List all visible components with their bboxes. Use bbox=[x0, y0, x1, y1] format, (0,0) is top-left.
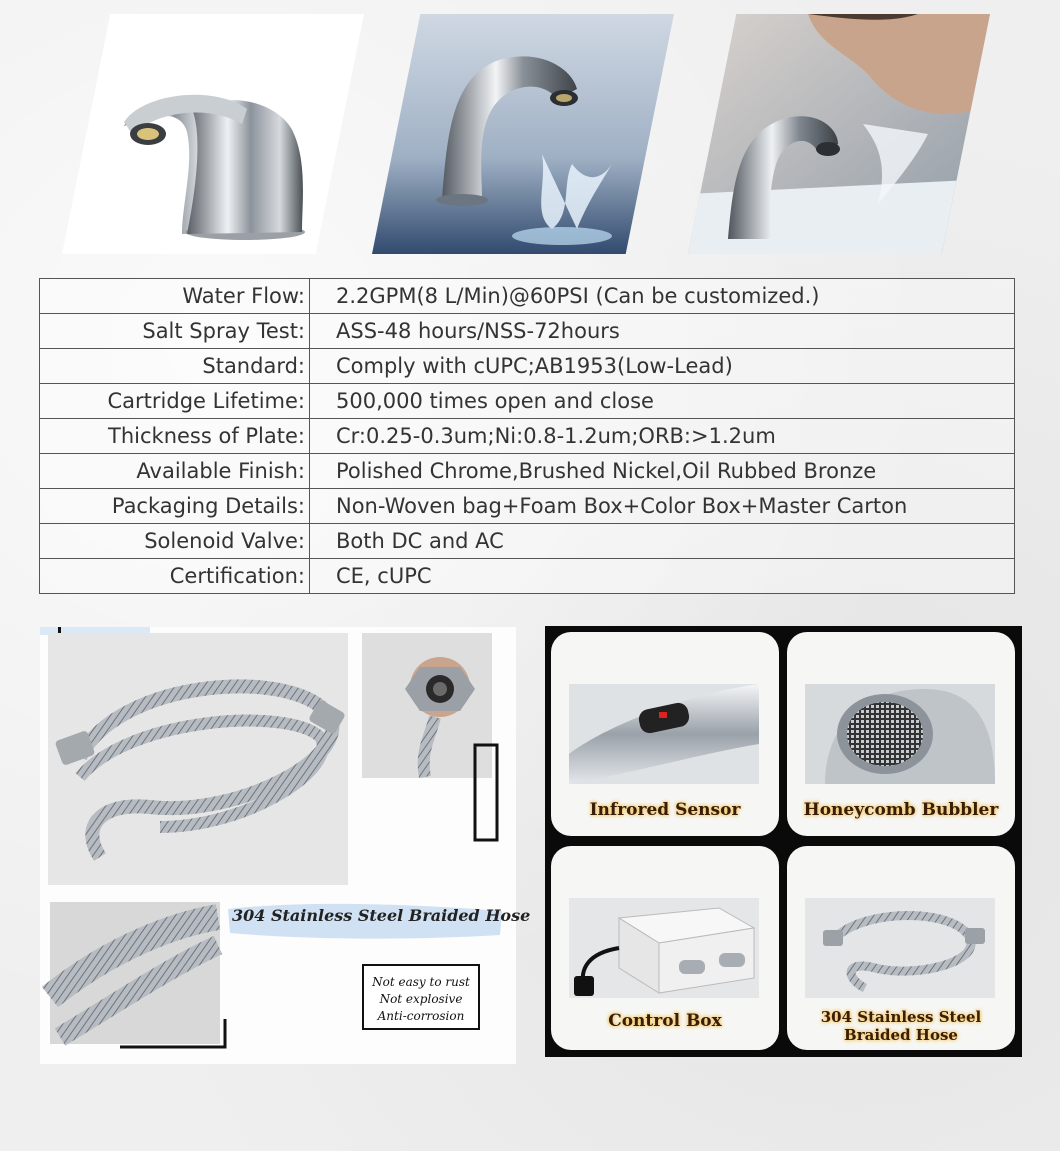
feature-label: Infrored Sensor bbox=[589, 800, 741, 820]
note-line: Not explosive bbox=[379, 992, 463, 1006]
spec-key: Salt Spray Test: bbox=[40, 314, 310, 349]
spec-value: Both DC and AC bbox=[310, 524, 1015, 559]
spec-key: Water Flow: bbox=[40, 279, 310, 314]
feature-label: Control Box bbox=[608, 1011, 722, 1031]
spec-value: ASS-48 hours/NSS-72hours bbox=[310, 314, 1015, 349]
feature-label-line: Braided Hose bbox=[844, 1026, 958, 1044]
feature-card-hose bbox=[787, 846, 1015, 1050]
spec-key: Packaging Details: bbox=[40, 489, 310, 524]
hose-title: 304 Stainless Steel Braided Hose bbox=[232, 906, 531, 925]
faucet-photo-face-washing bbox=[688, 14, 990, 254]
spec-value: 2.2GPM(8 L/Min)@60PSI (Can be customized.) bbox=[310, 279, 1015, 314]
table-row bbox=[40, 314, 1015, 349]
table-row bbox=[40, 279, 1015, 314]
spec-value: 500,000 times open and close bbox=[310, 384, 1015, 419]
note-line: Not easy to rust bbox=[372, 975, 470, 989]
table-row bbox=[40, 454, 1015, 489]
feature-label-line: 304 Stainless Steel bbox=[820, 1008, 982, 1026]
spec-key: Solenoid Valve: bbox=[40, 524, 310, 559]
faucet-photo-water-splash bbox=[372, 14, 674, 254]
feature-grid bbox=[545, 626, 1022, 1057]
spec-key: Certification: bbox=[40, 559, 310, 594]
table-row bbox=[40, 384, 1015, 419]
feature-label: Honeycomb Bubbler bbox=[803, 800, 999, 820]
faucet-photo-white bbox=[62, 14, 364, 254]
spec-key: Thickness of Plate: bbox=[40, 419, 310, 454]
spec-key: Available Finish: bbox=[40, 454, 310, 489]
feature-card-control-box bbox=[551, 846, 779, 1050]
spec-table bbox=[39, 278, 1015, 594]
spec-key: Cartridge Lifetime: bbox=[40, 384, 310, 419]
hose-image bbox=[805, 898, 995, 998]
feature-card-sensor bbox=[551, 632, 779, 836]
note-line: Anti-corrosion bbox=[377, 1009, 465, 1023]
spec-key: Standard: bbox=[40, 349, 310, 384]
bubbler-image bbox=[805, 684, 995, 784]
spec-value: CE, cUPC bbox=[310, 559, 1015, 594]
spec-value: Non-Woven bag+Foam Box+Color Box+Master Carton bbox=[310, 489, 1015, 524]
table-row bbox=[40, 559, 1015, 594]
table-row bbox=[40, 419, 1015, 454]
sensor-image bbox=[569, 684, 759, 784]
spec-value: Polished Chrome,Brushed Nickel,Oil Rubbed Bronze bbox=[310, 454, 1015, 489]
hose-features-box bbox=[362, 964, 480, 1030]
spec-value: Comply with cUPC;AB1953(Low-Lead) bbox=[310, 349, 1015, 384]
table-row bbox=[40, 349, 1015, 384]
control-box-image bbox=[569, 898, 759, 998]
spec-value: Cr:0.25-0.3um;Ni:0.8-1.2um;ORB:>1.2um bbox=[310, 419, 1015, 454]
table-row bbox=[40, 489, 1015, 524]
table-row bbox=[40, 524, 1015, 559]
feature-label bbox=[787, 1008, 1015, 1044]
feature-card-bubbler bbox=[787, 632, 1015, 836]
